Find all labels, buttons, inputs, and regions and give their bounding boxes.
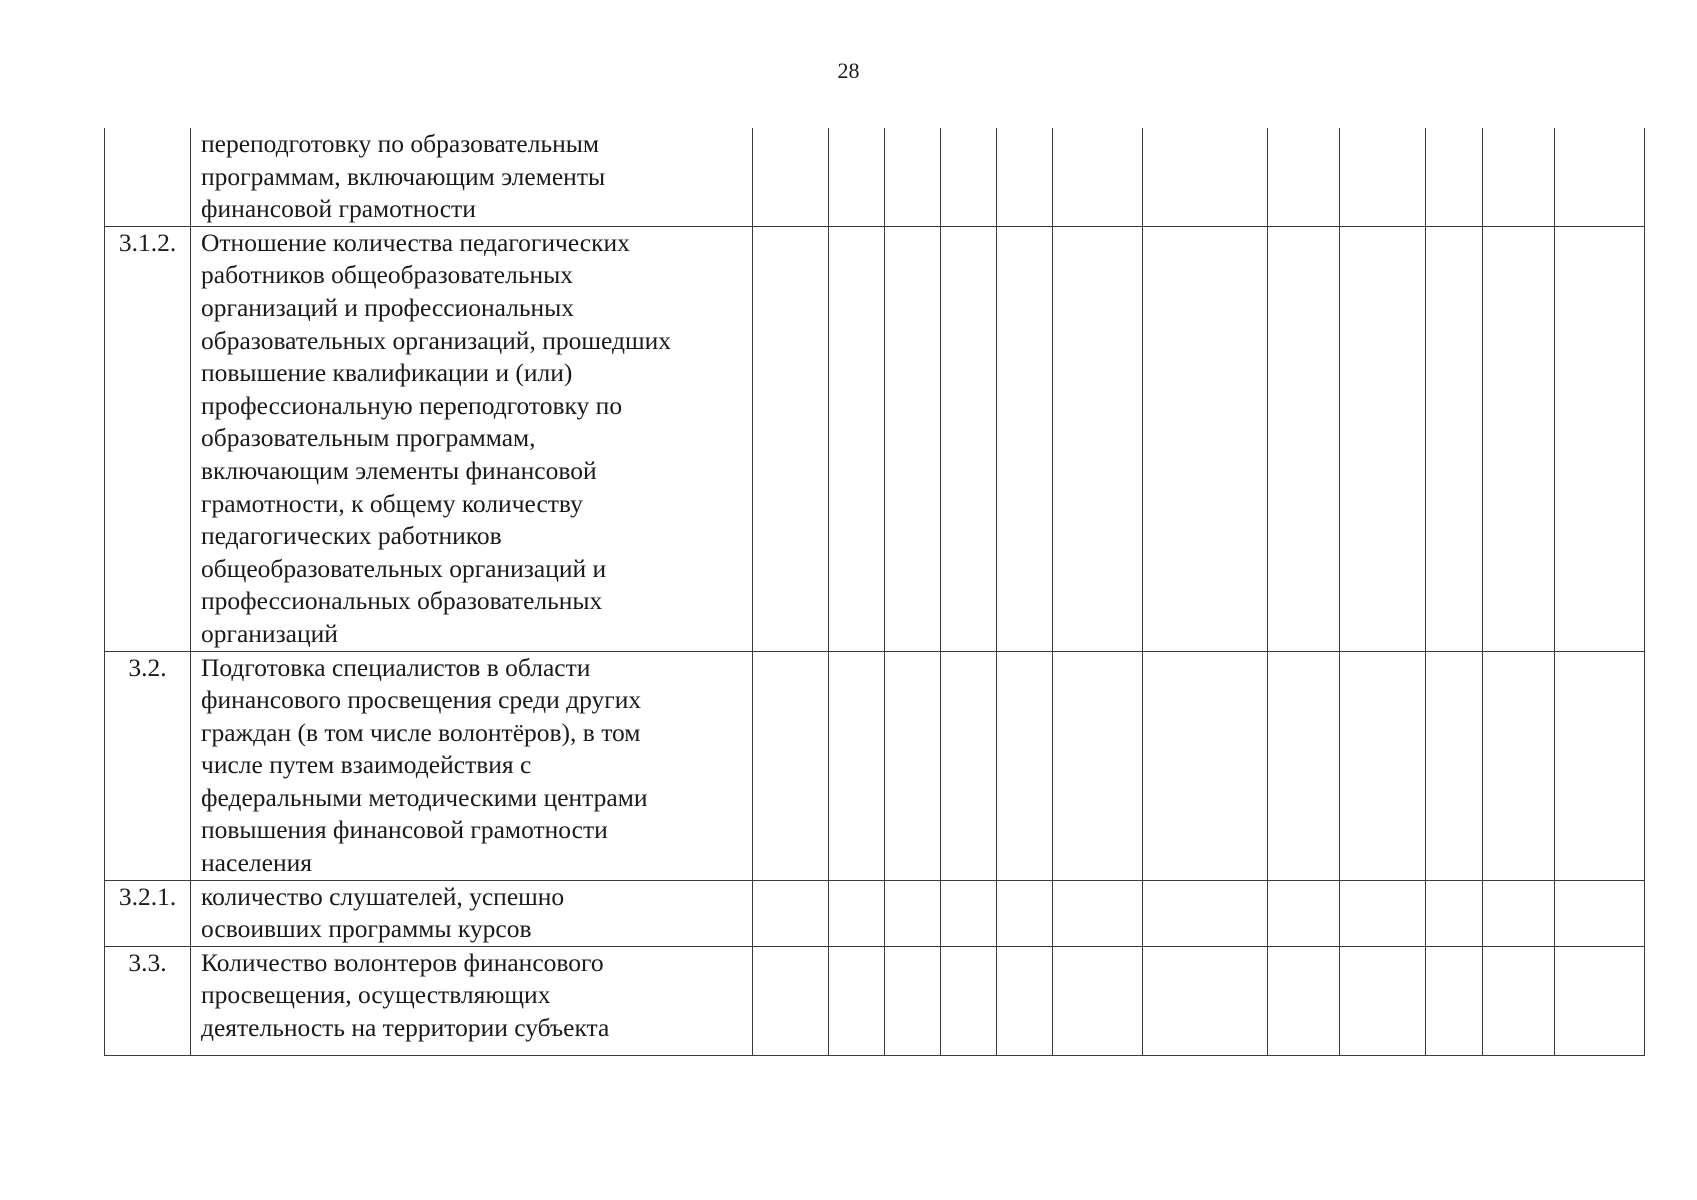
description-line: организаций и профессиональных (201, 292, 575, 322)
description-line: образовательных организаций, прошедших (201, 325, 671, 355)
description-line: профессиональную переподготовку по (201, 390, 623, 420)
empty-cell (1426, 128, 1483, 226)
empty-cell (1268, 880, 1340, 946)
description-line: финансовой грамотности (201, 194, 476, 224)
empty-cell (829, 946, 885, 1055)
description-line: Подготовка специалистов в области (201, 652, 591, 682)
empty-cell (753, 946, 829, 1055)
empty-cell (1268, 226, 1340, 651)
table-row (105, 880, 1645, 946)
empty-cell (1483, 946, 1555, 1055)
empty-cell (1053, 128, 1143, 226)
description-line: организаций (201, 618, 338, 648)
row-description (191, 946, 753, 1055)
empty-cell (1053, 226, 1143, 651)
description-line: грамотности, к общему количеству (201, 488, 583, 518)
empty-cell (1053, 651, 1143, 880)
empty-cell (1426, 651, 1483, 880)
row-description (191, 651, 753, 880)
empty-cell (1426, 946, 1483, 1055)
table-row (105, 651, 1645, 880)
row-description (191, 226, 753, 651)
description-line: Отношение количества педагогических (201, 227, 630, 257)
page-number: 28 (837, 58, 860, 83)
empty-cell (941, 880, 997, 946)
empty-cell (1053, 946, 1143, 1055)
empty-cell (941, 128, 997, 226)
empty-cell (885, 128, 941, 226)
empty-cell (997, 226, 1053, 651)
empty-cell (1143, 880, 1268, 946)
empty-cell (1143, 226, 1268, 651)
empty-cell (753, 651, 829, 880)
empty-cell (829, 226, 885, 651)
empty-cell (1483, 651, 1555, 880)
empty-cell (1268, 128, 1340, 226)
row-description (191, 880, 753, 946)
description-line: Количество волонтеров финансового (201, 947, 604, 977)
empty-cell (997, 946, 1053, 1055)
row-number: 3.2. (105, 651, 191, 880)
empty-cell (885, 880, 941, 946)
row-description (191, 128, 753, 226)
empty-cell (1555, 651, 1645, 880)
empty-cell (1340, 128, 1426, 226)
description-line: граждан (в том числе волонтёров), в том (201, 717, 641, 747)
empty-cell (1483, 880, 1555, 946)
description-line: населения (201, 848, 312, 878)
empty-cell (1555, 946, 1645, 1055)
description-line: просвещения, осуществляющих (201, 980, 551, 1010)
empty-cell (1555, 226, 1645, 651)
table-row (105, 128, 1645, 226)
description-line: профессиональных образовательных (201, 586, 603, 616)
empty-cell (1555, 880, 1645, 946)
table-body (105, 128, 1645, 1055)
empty-cell (829, 651, 885, 880)
empty-cell (753, 226, 829, 651)
description-line: финансового просвещения среди других (201, 685, 642, 715)
description-line: повышения финансовой грамотности (201, 815, 608, 845)
empty-cell (1426, 880, 1483, 946)
empty-cell (1268, 946, 1340, 1055)
description-line: количество слушателей, успешно (201, 881, 565, 911)
empty-cell (753, 128, 829, 226)
row-number: 3.3. (105, 946, 191, 1055)
row-number (105, 128, 191, 226)
indicators-table (104, 128, 1645, 1056)
description-line: включающим элементы финансовой (201, 455, 597, 485)
row-number: 3.1.2. (105, 226, 191, 651)
empty-cell (1555, 128, 1645, 226)
empty-cell (941, 226, 997, 651)
empty-cell (1426, 226, 1483, 651)
empty-cell (753, 880, 829, 946)
description-line: программам, включающим элементы (201, 161, 606, 191)
empty-cell (1053, 880, 1143, 946)
description-line: переподготовку по образовательным (201, 129, 599, 158)
empty-cell (885, 651, 941, 880)
empty-cell (1143, 651, 1268, 880)
description-line: образовательным программам, (201, 423, 536, 453)
description-line: педагогических работников (201, 521, 502, 551)
description-line: федеральными методическими центрами (201, 782, 648, 812)
table-row (105, 946, 1645, 1055)
empty-cell (829, 128, 885, 226)
empty-cell (1340, 651, 1426, 880)
description-line: повышение квалификации и (или) (201, 358, 573, 388)
empty-cell (1143, 946, 1268, 1055)
empty-cell (829, 880, 885, 946)
description-line: числе путем взаимодействия с (201, 750, 532, 780)
empty-cell (1483, 128, 1555, 226)
description-line: общеобразовательных организаций и (201, 553, 607, 583)
description-line: работников общеобразовательных (201, 260, 574, 290)
empty-cell (885, 226, 941, 651)
empty-cell (1143, 128, 1268, 226)
empty-cell (1268, 651, 1340, 880)
empty-cell (1340, 946, 1426, 1055)
empty-cell (1483, 226, 1555, 651)
empty-cell (941, 946, 997, 1055)
empty-cell (1340, 880, 1426, 946)
table-row (105, 226, 1645, 651)
description-line: освоивших программы курсов (201, 914, 532, 944)
empty-cell (941, 651, 997, 880)
empty-cell (997, 128, 1053, 226)
empty-cell (1340, 226, 1426, 651)
description-line: деятельность на территории субъекта (201, 1013, 610, 1043)
row-number: 3.2.1. (105, 880, 191, 946)
empty-cell (997, 880, 1053, 946)
empty-cell (997, 651, 1053, 880)
empty-cell (885, 946, 941, 1055)
